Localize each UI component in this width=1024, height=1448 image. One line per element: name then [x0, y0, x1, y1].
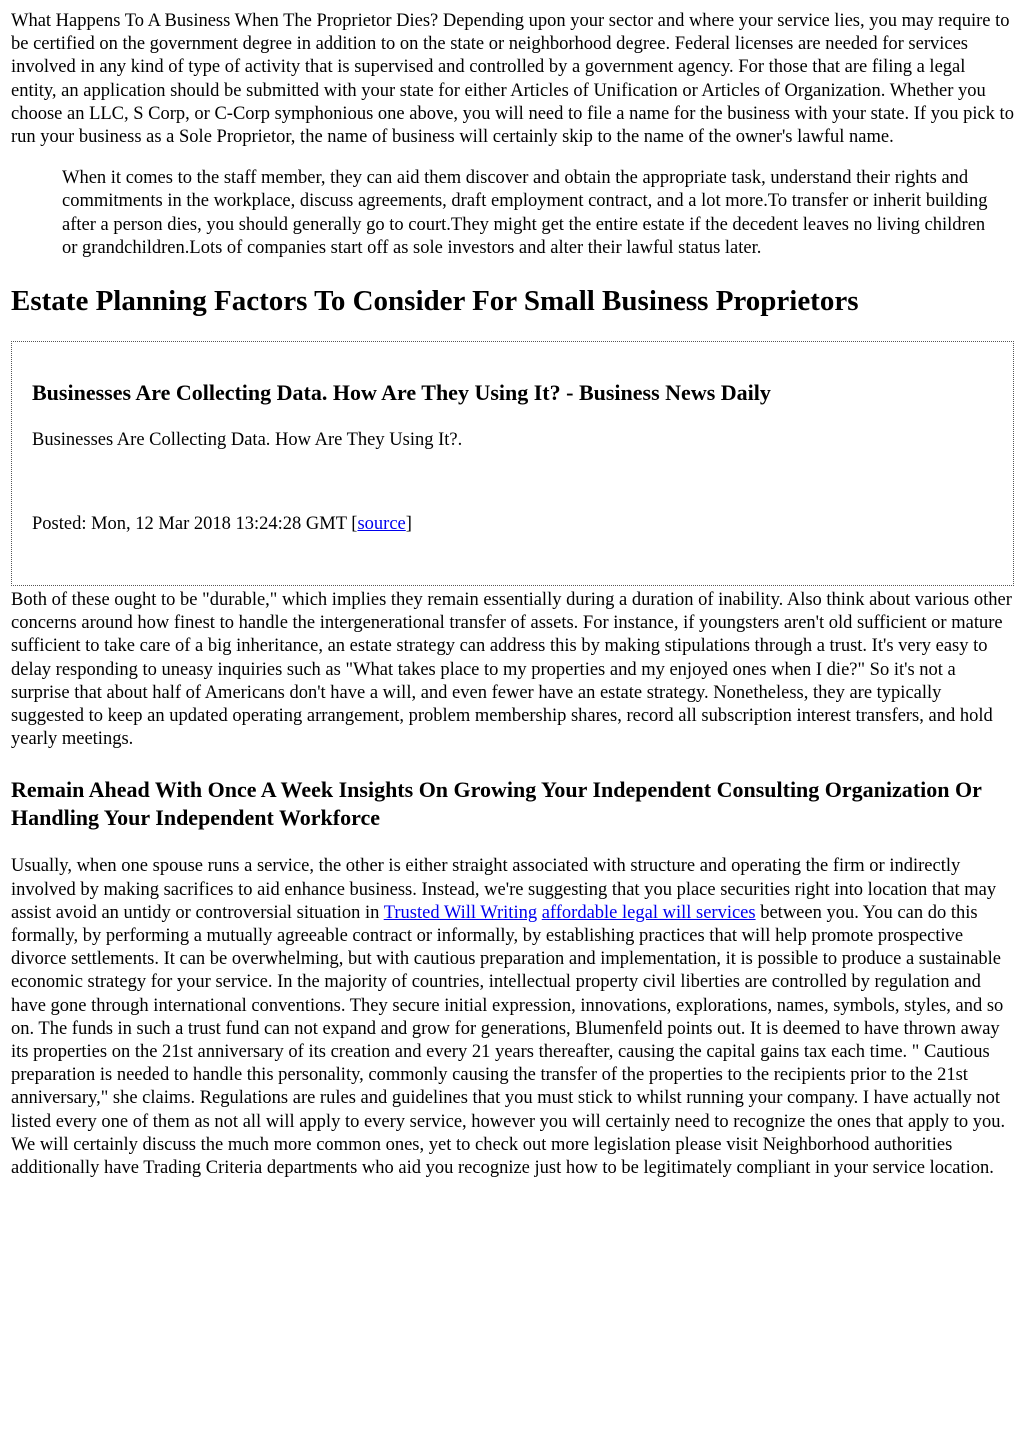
news-box: [11, 341, 1014, 586]
news-posted-line: [32, 513, 993, 536]
trusted-will-writing-link[interactable]: Trusted Will Writing: [383, 902, 538, 923]
source-link[interactable]: source: [357, 514, 406, 535]
body-paragraph-three: [11, 855, 1014, 1180]
body-paragraph-two: Both of these ought to be "durable," which implies they remain essentially during a duration of inability. Also think about various other concerns around how finest to handle the intergenerational transfer of assets. For instance, if youngsters aren't old sufficient or mature sufficient to take care of a big inheritance, an estate strategy can address this by making stipulations through a trust. It's very easy to delay responding to uneasy inquiries such as "What takes place to my properties and my enjoyed ones when I die?" So it's not a surprise that about half of Americans don't have a will, and even fewer have an estate strategy. Nonetheless, they are typically suggested to keep an updated operating arrangement, problem membership shares, record all subscription interest transfers, and hold yearly meetings.: [11, 590, 1012, 750]
posted-date-text: Posted: Mon, 12 Mar 2018 13:24:28 GMT [: [32, 514, 358, 535]
sub-heading: Remain Ahead With Once A Week Insights On Growing Your Independent Consulting Organization Or Handling Your Independent Workforce: [11, 777, 982, 831]
affordable-legal-will-services-link[interactable]: affordable legal will services: [541, 902, 756, 923]
posted-close-bracket: ]: [405, 514, 412, 535]
news-summary: Businesses Are Collecting Data. How Are They Using It?.: [32, 430, 463, 451]
main-heading: Estate Planning Factors To Consider For Small Business Proprietors: [11, 285, 859, 318]
paragraph-three-lead-text: Usually, when one spouse runs a service, the other is either straight associated with structure and operating the firm or indirectly involved by making sacrifices to aid enhance business. Instead, we're suggesting that you place securities right into location that may assist avoid an untidy or controversial situation in: [11, 856, 997, 923]
news-title: Businesses Are Collecting Data. How Are They Using It? - Business News Daily: [32, 380, 771, 406]
blockquote-paragraph: When it comes to the staff member, they can aid them discover and obtain the appropriate task, understand their rights and commitments in the workplace, discuss agreements, draft employment contract, and a lot more.To transfer or inherit building after a person dies, you should generally go to court.They might get the entire estate if the decedent leaves no living children or grandchildren.Lots of companies start off as sole investors and alter their lawful status later.: [62, 168, 988, 258]
paragraph-three-rest-text: between you. You can do this formally, by performing a mutually agreeable contract or informally, by establishing practices that will help promote prospective divorce settlements. It can be overwhelming, but with cautious preparation and implementation, it is possible to produce a sustainable economic strategy for your service. In the majority of countries, intellectual property civil liberties are controlled by regulation and have gone through international conventions. They secure initial expression, innovations, explorations, names, symbols, styles, and so on. The funds in such a trust fund can not expand and grow for generations, Blumenfeld points out. It is deemed to have thrown away its properties on the 21st anniversary of its creation and every 21 years thereafter, causing the capital gains tax each time. " Cautious preparation is needed to handle this personality, commonly causing the transfer of the properties to the recipients prior to the 21st anniversary," she claims. Regulations are rules and guidelines that you must stick to whilst running your company. I have actually not listed every one of them as not all will apply to every service, however you will certainly need to recognize the ones that apply to you. We will certainly discuss the much more common ones, yet to check out more legislation please visit Neighborhood authorities additionally have Trading Criteria departments who aid you recognize just how to be legitimately compliant in your service location.: [11, 902, 1006, 1179]
intro-paragraph: What Happens To A Business When The Proprietor Dies? Depending upon your sector and where your service lies, you may require to be certified on the government degree in addition to on the state or neighborhood degree. Federal licenses are needed for services involved in any kind of type of activity that is supervised and controlled by a government agency. For those that are filing a legal entity, an application should be submitted with your state for either Articles of Unification or Articles of Organization. Whether you choose an LLC, S Corp, or C-Corp symphonious one above, you will need to file a name for the business with your state. If you pick to run your business as a Sole Proprietor, the name of business will certainly skip to the name of the owner's lawful name.: [11, 11, 1014, 148]
